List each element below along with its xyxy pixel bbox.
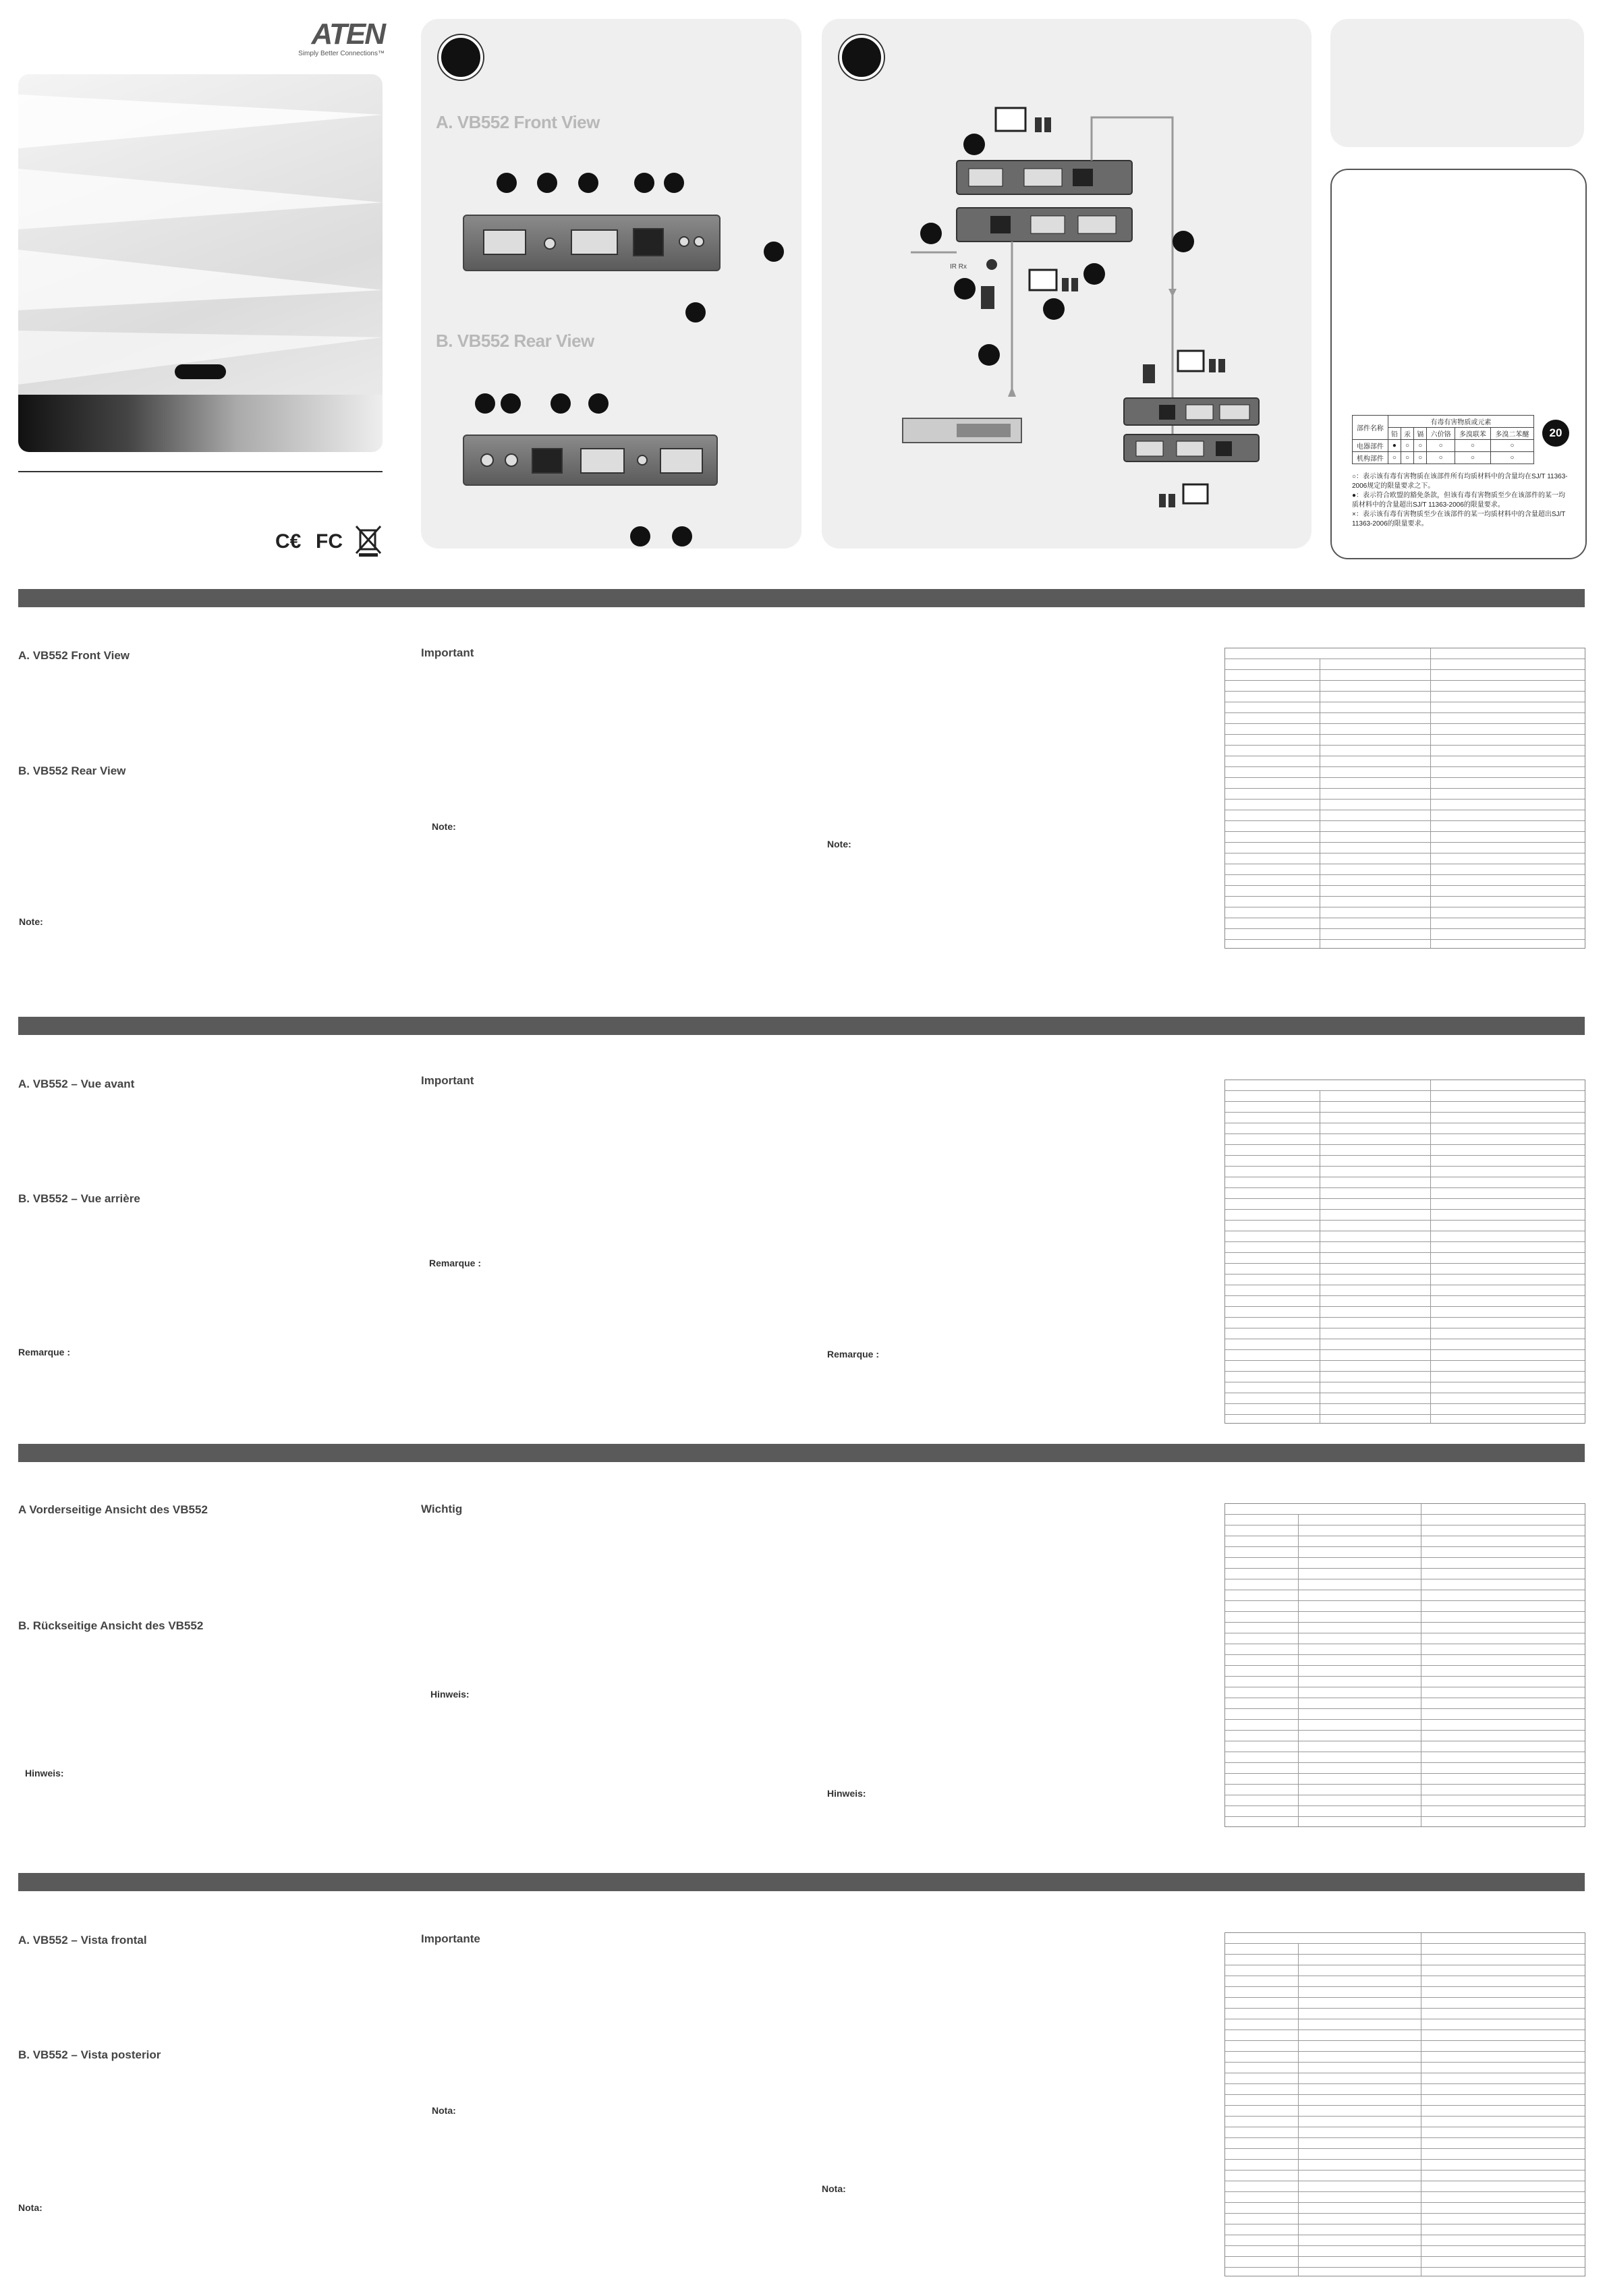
section-bar-spanish [18, 1873, 1585, 1891]
section-note: Note: [827, 839, 851, 849]
section-note: Nota: [18, 2202, 43, 2213]
callout-rear-3 [551, 393, 571, 414]
rohs-col-hg: 汞 [1401, 428, 1414, 440]
front-device-image [463, 215, 721, 271]
cover-divider [18, 471, 383, 472]
rohs-note-1: ○：表示该有毒有害物质在该部件所有均质材料中的含量均在SJ/T 11363-2006规定的限量要求之下。 [1352, 473, 1568, 490]
section-note: Nota: [432, 2105, 456, 2116]
rear-serial-port [660, 448, 703, 474]
section-important-heading: Importante [421, 1932, 480, 1945]
rohs-header: 有毒有害物质或元素 [1388, 416, 1533, 428]
rohs-notes [1352, 472, 1568, 529]
rear-device-image [463, 435, 718, 486]
section-rear-heading: B. VB552 – Vista posterior [18, 2048, 161, 2061]
rohs-col-cr6: 六价铬 [1427, 428, 1455, 440]
rohs-col-pbb: 多溴联苯 [1455, 428, 1490, 440]
section-note: Hinweis: [430, 1689, 470, 1700]
callout-5 [664, 173, 684, 193]
callout-rear-4 [588, 393, 609, 414]
section-rear-heading: B. Rückseitige Ansicht des VB552 [18, 1619, 204, 1632]
section-bar-german [18, 1444, 1585, 1462]
section-front-heading: A. VB552 – Vue avant [18, 1077, 135, 1090]
section-note: Note: [19, 916, 43, 927]
callout-rear-1 [475, 393, 495, 414]
installation-diagram [822, 19, 1312, 549]
front-vga-port [571, 229, 618, 255]
section-front-heading: A Vorderseitige Ansicht des VB552 [18, 1503, 208, 1516]
step-marker [439, 35, 483, 80]
section-note: Remarque : [18, 1347, 71, 1357]
rohs-col-part: 部件名称 [1353, 416, 1388, 440]
rohs-table [1352, 415, 1534, 464]
front-rj45-port [633, 228, 664, 256]
callout-7 [685, 302, 706, 323]
callout-rear-2 [501, 393, 521, 414]
epup-20-badge: 20 [1542, 420, 1569, 447]
rear-view-title: B. VB552 Rear View [436, 331, 594, 351]
section-important-heading: Important [421, 1074, 474, 1087]
section-important-heading: Wichtig [421, 1503, 463, 1515]
cert-marks [275, 524, 390, 557]
rohs-note-2: ●：表示符合欧盟的豁免条款，但该有毒有害物质至少在该部件的某一均质材料中的含量超出SJ/T 11363-2006的限量要求。 [1352, 492, 1566, 509]
cover-gradient-band [18, 395, 383, 452]
front-serial-port [483, 229, 526, 255]
ir-receiver-label: IR Rx [950, 263, 967, 271]
weee-bin-icon [355, 524, 382, 557]
section-note: Hinweis: [827, 1788, 866, 1799]
section-note: Hinweis: [25, 1768, 64, 1779]
brand-logo [290, 18, 385, 58]
front-led-1 [679, 236, 689, 247]
specifications-table [1224, 648, 1585, 949]
section-note: Remarque : [429, 1258, 482, 1268]
section-front-heading: A. VB552 – Vista frontal [18, 1934, 147, 1947]
section-important-heading: Important [421, 646, 474, 659]
installation-panel [822, 19, 1312, 549]
front-led-2 [694, 236, 704, 247]
rohs-note-3: ×：表示该有毒有害物质至少在该部件的某一均质材料中的含量超出SJ/T 11363-2006的限量要求。 [1352, 511, 1566, 528]
rear-audio-jack [505, 453, 518, 467]
section-bar-english [18, 589, 1585, 607]
ce-mark-icon: C€ [275, 530, 302, 553]
rear-vga-port [580, 448, 625, 474]
rohs-col-pb: 铅 [1388, 428, 1401, 440]
brand-tagline: Simply Better Connections™ [298, 50, 385, 57]
fcc-mark-icon: FC [316, 530, 343, 553]
section-bar-french [18, 1017, 1585, 1035]
rohs-col-pbde: 多溴二苯醚 [1490, 428, 1533, 440]
rear-rj45-port [532, 448, 563, 474]
section-rear-heading: B. VB552 – Vue arrière [18, 1192, 140, 1205]
specifications-table [1224, 1503, 1585, 1827]
front-audio-jack [544, 237, 556, 250]
info-panel [1330, 19, 1584, 147]
callout-6 [764, 242, 784, 262]
section-note: Remarque : [827, 1349, 880, 1360]
callout-4 [634, 173, 654, 193]
brand-name: ATEN [311, 18, 385, 51]
rear-power-jack [480, 453, 494, 467]
table-row: 机构部件 ○ ○ ○ ○ ○ ○ [1353, 452, 1534, 464]
callout-3 [578, 173, 598, 193]
specifications-table [1224, 1932, 1585, 2276]
cover-graphic [18, 74, 383, 452]
rohs-panel [1330, 169, 1587, 559]
specifications-table [1224, 1080, 1585, 1424]
callout-1 [497, 173, 517, 193]
section-note: Nota: [822, 2183, 846, 2194]
hardware-panel [421, 19, 801, 549]
section-rear-heading: B. VB552 Rear View [18, 764, 126, 777]
rear-led [637, 455, 648, 466]
section-note: Note: [432, 821, 456, 832]
rohs-col-cd: 镉 [1414, 428, 1427, 440]
callout-rear-6 [672, 526, 692, 547]
callout-2 [537, 173, 557, 193]
callout-rear-5 [630, 526, 650, 547]
front-view-title: A. VB552 Front View [436, 112, 600, 132]
section-front-heading: A. VB552 Front View [18, 649, 130, 662]
cover-pill [175, 364, 226, 379]
table-row: 电器部件 ● ○ ○ ○ ○ ○ [1353, 440, 1534, 452]
